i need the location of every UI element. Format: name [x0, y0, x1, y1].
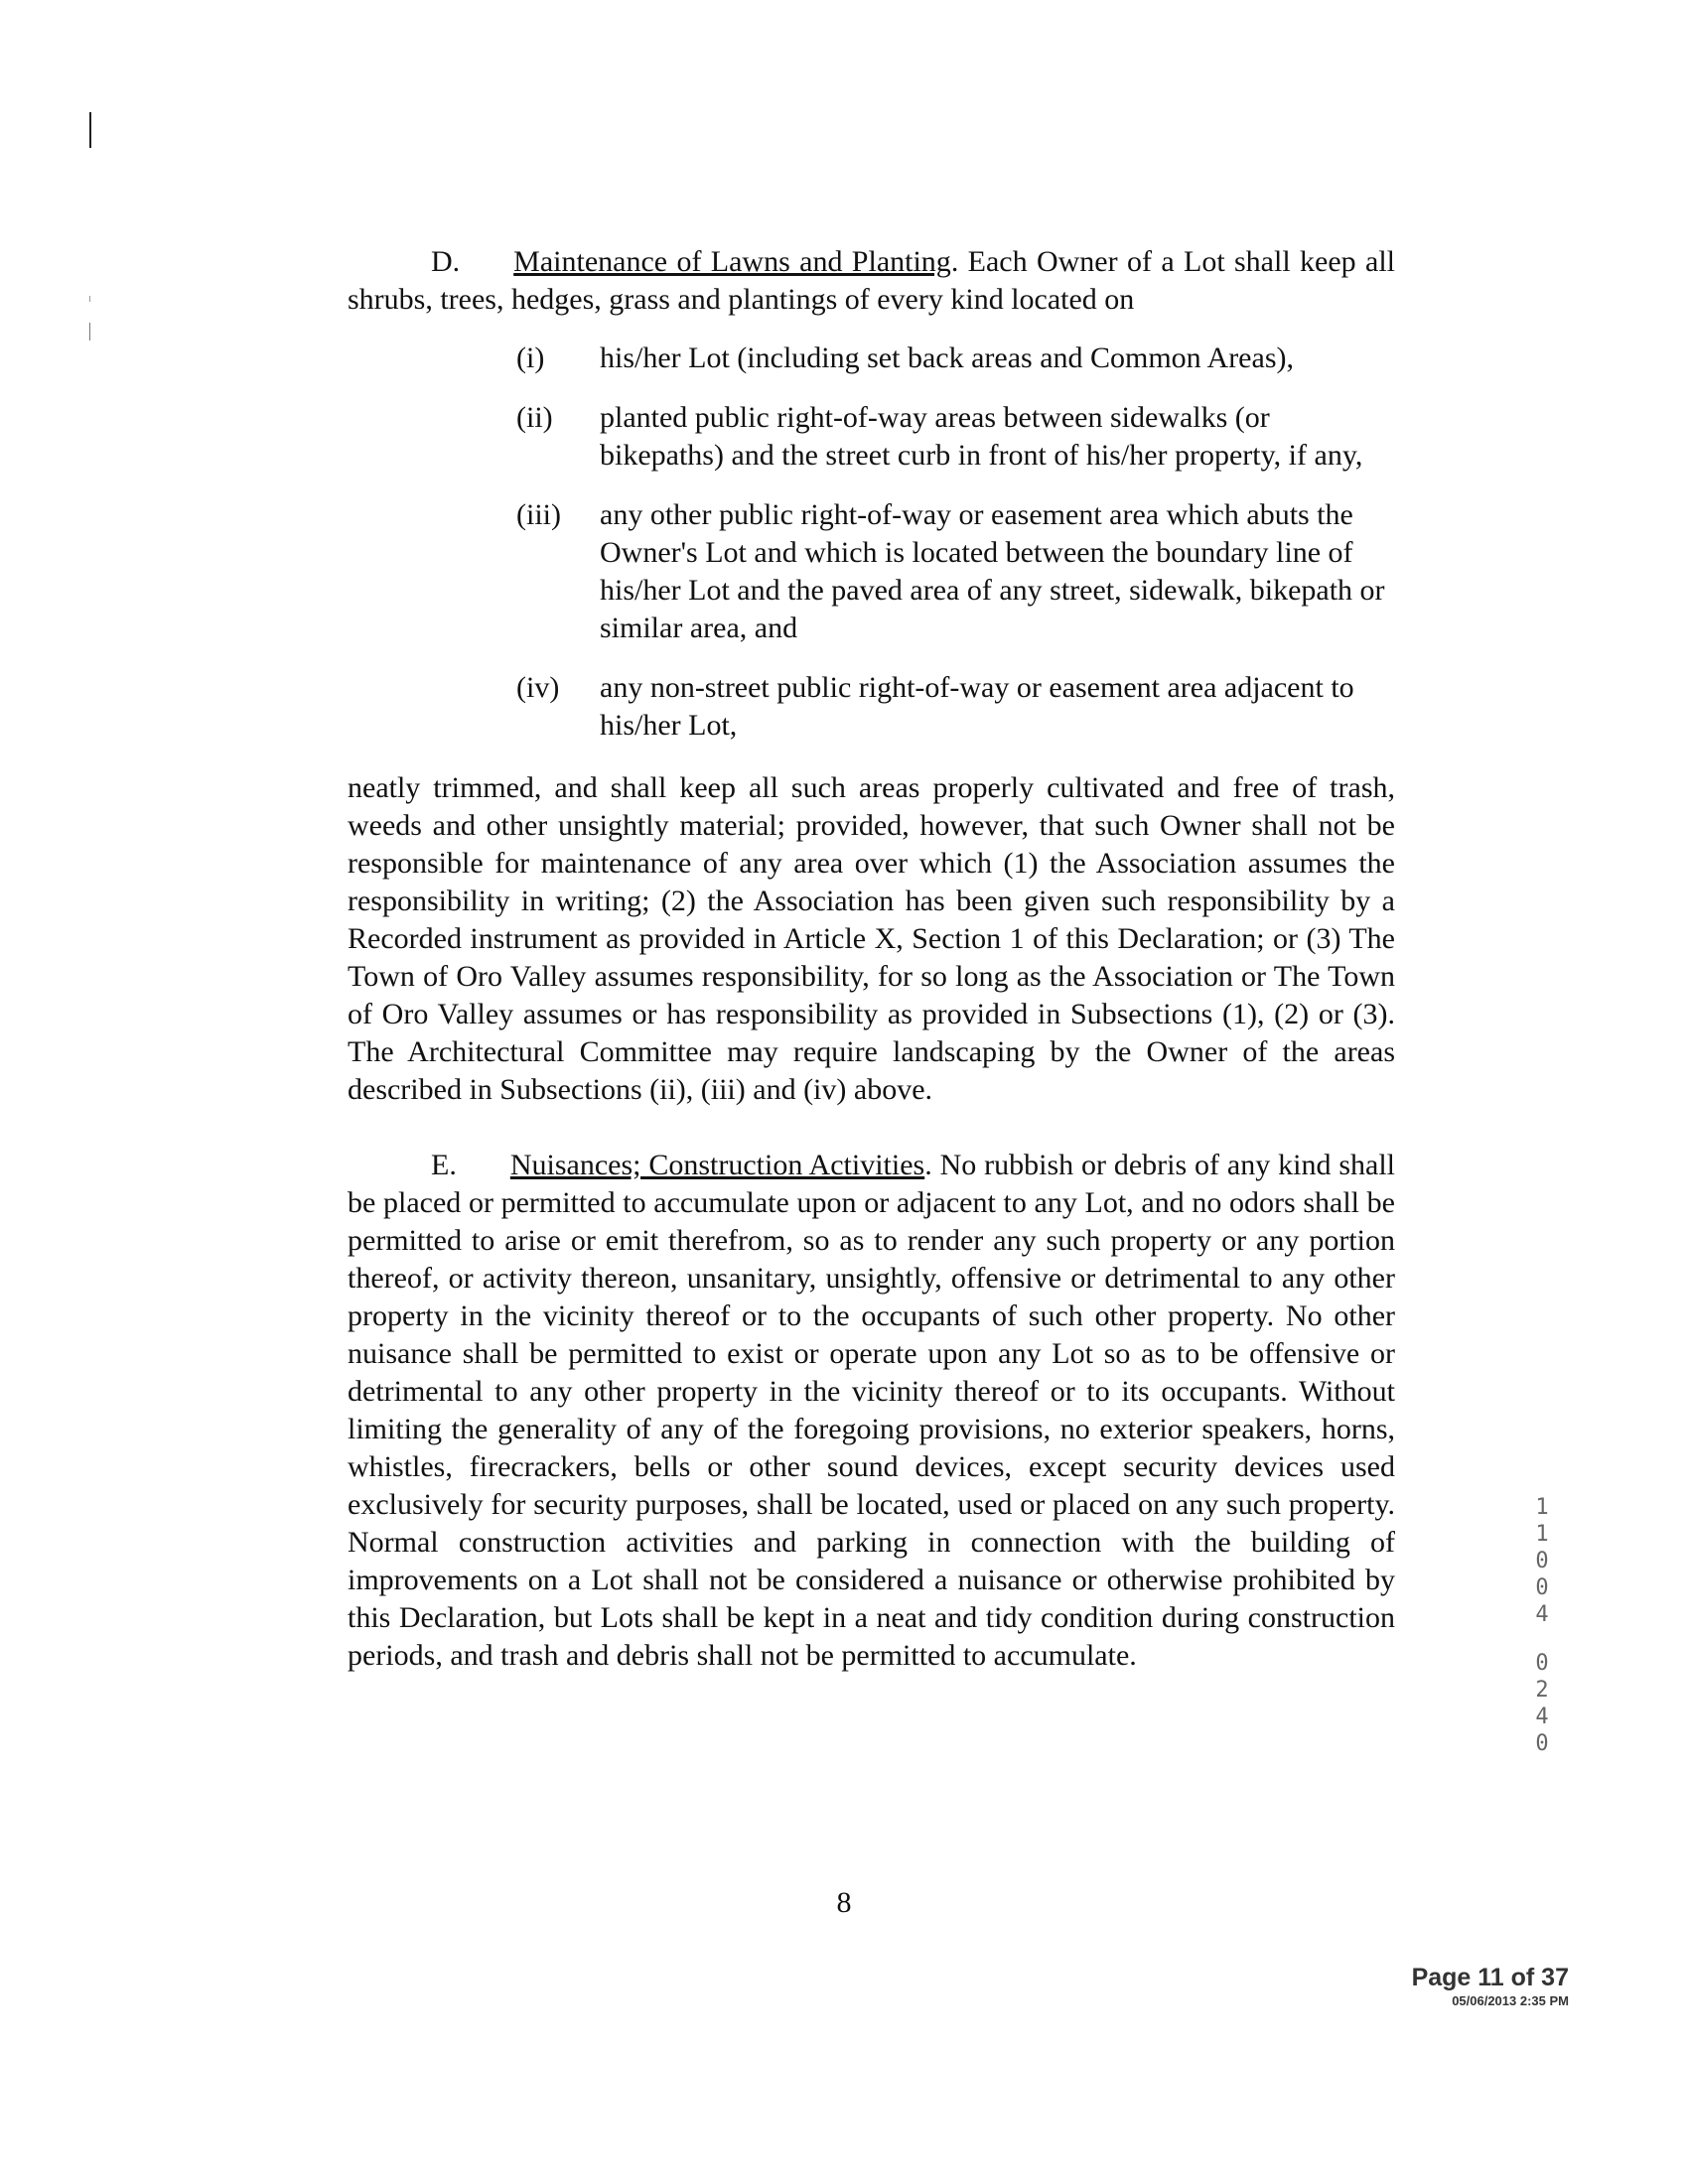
list-item-text: any non-street public right-of-way or easement area adjacent to his/her Lot, [600, 671, 1354, 742]
section-d-continuation: neatly trimmed, and shall keep all such areas properly cultivated and free of trash, weeds and other unsightly material; provided, however, that such Owner shall not be responsible for maintenance of any area over which (1) the Association assumes the responsibility in writing; (2) the Association has been given such responsibility by a Recorded instrument as provided in Article X, Section 1 of this Declaration; or (3) The Town of Oro Valley assumes responsibility, for so long as the Association or The Town of Oro Valley assumes or has responsibility as provided in Subsections (1), (2) or (3). The Architectural Committee may require landscaping by the Owner of the areas described in Subsections (ii), (iii) and (iv) above. [348, 771, 1395, 1106]
list-item-number: (iv) [516, 671, 560, 704]
list-item-text: his/her Lot (including set back areas and Common Areas), [600, 341, 1294, 374]
list-item [348, 399, 1395, 475]
page-count-label: Page 11 of 37 [1411, 1964, 1569, 1991]
side-stamp-digit: 0 [1535, 1549, 1549, 1573]
side-stamp-digit: 0 [1535, 1651, 1549, 1676]
section-d-label: D. [431, 245, 461, 278]
timestamp-label: 05/06/2013 2:35 PM [1452, 1993, 1569, 2008]
list-item-text: any other public right-of-way or easement area which abuts the Owner's Lot and which is located between the boundary line of his/her Lot and the paved area of any street, sidewalk, bikepath or similar area, and [600, 498, 1385, 644]
section-d-heading: Maintenance of Lawns and Planting [513, 245, 951, 278]
list-item-number: (ii) [516, 401, 553, 434]
section-d-intro [348, 243, 1395, 319]
page-stamp [1412, 1963, 1569, 2010]
side-stamp-digit: 1 [1535, 1495, 1549, 1520]
side-stamp-digit: 0 [1535, 1731, 1549, 1756]
scan-artifact-mark [89, 296, 90, 302]
section-e-paragraph [348, 1147, 1395, 1675]
scan-artifact-mark [89, 112, 91, 148]
side-stamp-digit: 1 [1535, 1522, 1549, 1547]
side-stamp-group-2 [1527, 1650, 1557, 1757]
section-e-heading: Nuisances; Construction Activities [509, 1149, 925, 1181]
list-item-text: planted public right-of-way areas between sidewalks (or bikepaths) and the street curb in front of his/her property, if any, [600, 401, 1363, 472]
side-stamp-digit: 4 [1535, 1602, 1549, 1627]
list-item [348, 496, 1395, 647]
section-e-body: . No rubbish or debris of any kind shall be placed or permitted to accumulate upon or adjacent to any Lot, and no odors shall be permitted to arise or emit therefrom, so as to render any such property or any portion thereof, or activity thereon, unsanitary, unsightly, offensive or detrimental to any other property in the vicinity thereof or to the occupants of such other property. No other nuisance shall be permitted to exist or operate upon any Lot so as to be offensive or detrimental to any other property in the vicinity thereof or to its occupants. Without limiting the generality of any of the foregoing provisions, no exterior speakers, horns, whistles, firecrackers, bells or other sound devices, except security devices used exclusively for security purposes, shall be located, used or placed on any such property. Normal construction activities and parking in connection with the building of improvements on a Lot shall not be considered a nuisance or otherwise prohibited by this Declaration, but Lots shall be kept in a neat and tidy condition during construction periods, and trash and debris shall not be permitted to accumulate. [348, 1149, 1395, 1672]
side-stamp-digit: 0 [1535, 1575, 1549, 1600]
section-d-intro-text: . Each Owner of a Lot shall keep all shrubs, trees, hedges, grass and plantings of every kind located on [348, 245, 1395, 316]
list-item-number: (iii) [516, 498, 561, 531]
section-d-list [348, 340, 1395, 745]
section-e-label: E. [431, 1149, 457, 1181]
page-number: 8 [836, 1886, 852, 1919]
list-item [348, 340, 1395, 377]
document-body [348, 243, 1395, 1675]
list-item-number: (i) [516, 341, 545, 374]
side-stamp-digit: 2 [1535, 1678, 1549, 1703]
side-recording-stamp [1527, 1494, 1557, 1779]
side-stamp-group-1 [1527, 1494, 1557, 1628]
scan-artifact-mark [89, 323, 90, 341]
side-stamp-digit: 4 [1535, 1705, 1549, 1729]
list-item [348, 669, 1395, 745]
